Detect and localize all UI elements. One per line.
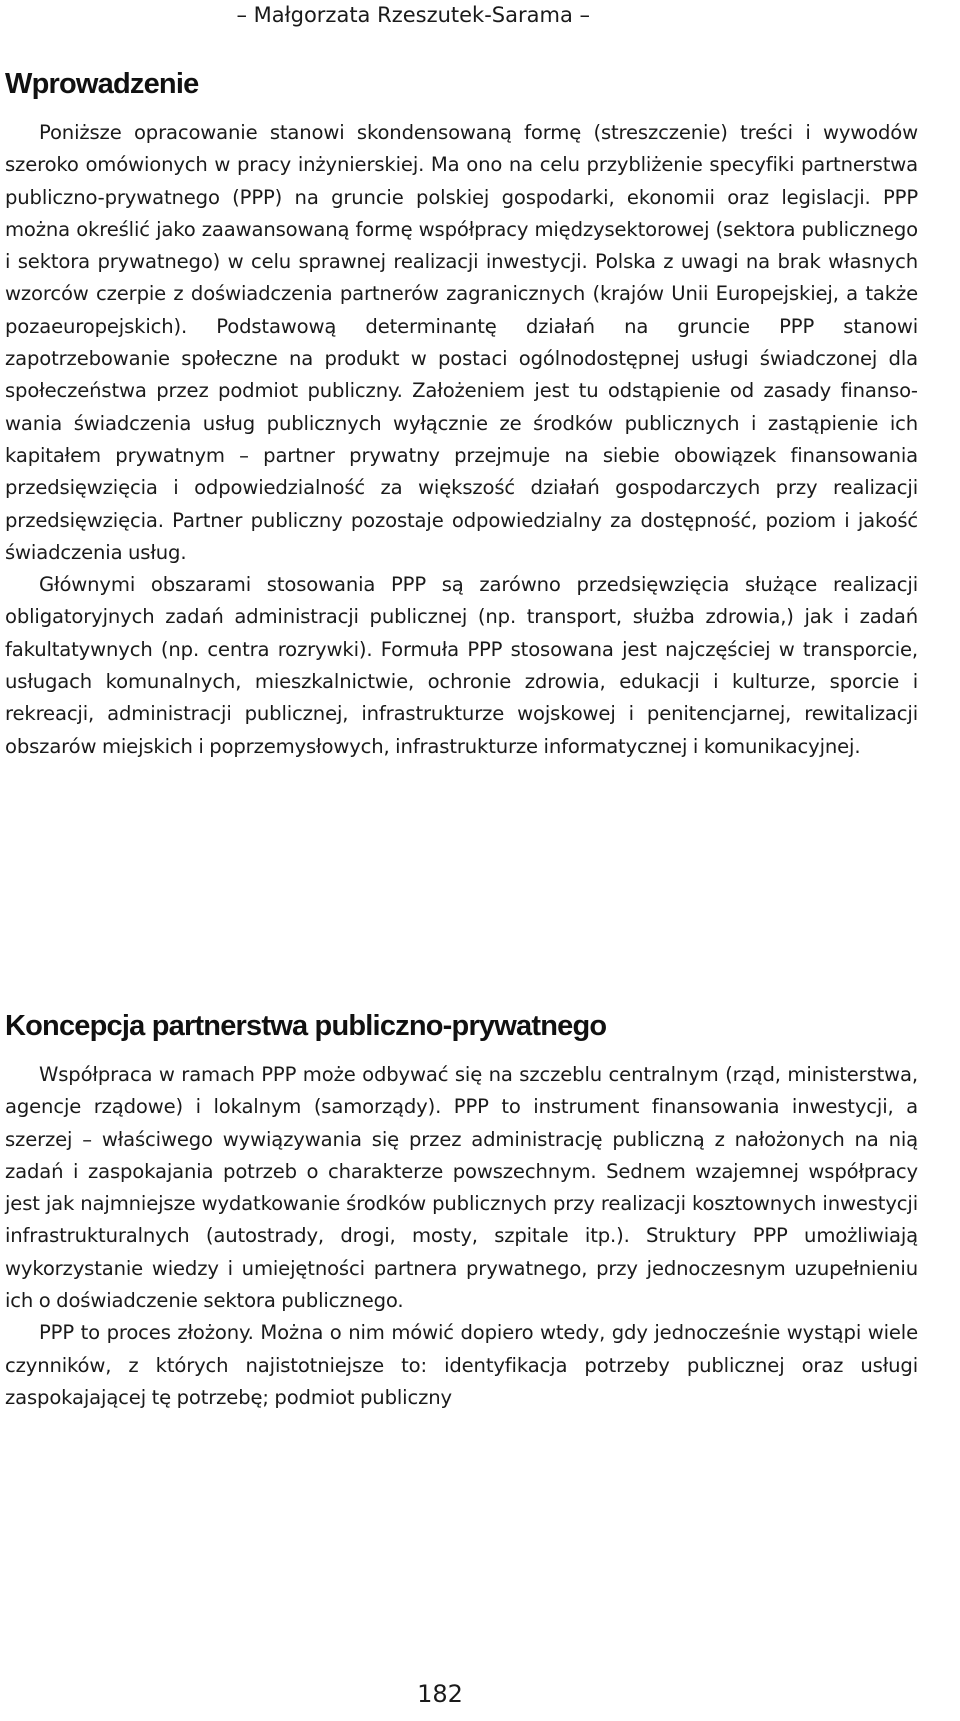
section-body-ppp-concept xyxy=(5,1059,918,1414)
paragraph: Głównymi obszarami stosowania PPP są zarówno przedsięwzięcia służące realizacji obligatoryjnych zadań administracji publicznej (np. transport, służba zdrowia,) jak i zadań fakultatywnych (np. centra rozrywki). Formuła PPP stosowana jest najczęściej w transporcie, usługach komunalnych, mieszkalnictwie, ochronie zdrowia, edukacji i kulturze, sporcie i rekreacji, administracji publicznej, infrastrukturze wojskowej i penitencjarnej, rewitalizacji obszarów miejskich i poprzemysłowych, infrastrukturze informatycznej i komunikacyjnej. xyxy=(5,573,918,758)
section-body-introduction xyxy=(5,117,918,763)
paragraph: Poniższe opracowanie stanowi skondensowaną formę (streszczenie) treści i wywodów szeroko omówionych w pracy inżynierskiej. Ma ono na celu przybliżenie specyfiki partnerstwa publiczno-prywatnego (PPP) na gruncie polskiej gospodarki, ekonomii oraz legislacji. PPP można określić jako zaawansowaną formę współpracy międzysektorowej (sektora publicznego i sektora prywatnego) w celu sprawnej realizacji inwestycji. Polska z uwagi na brak własnych wzorców czerpie z doświadczenia partnerów zagranicznych (krajów Unii Europejskiej, a także pozaeuropejskich). Podstawową determinantę działań na gruncie PPP stanowi zapotrzebowanie społeczne na produkt w postaci ogólnodostępnej usługi świadczonej dla społeczeństwa przez podmiot publiczny. Założeniem jest tu odstąpienie od zasady finansowania świadczenia usług publicznych wyłącznie ze środków publicznych i zastąpienie ich kapitałem prywatnym – partner prywatny przejmuje na siebie obowiązek finansowania przedsięwzięcia i odpowiedzialność za większość działań gospodarczych przy realizacji przedsięwzięcia. Partner publiczny pozostaje odpowiedzialny za dostępność, poziom i jakość świadczenia usług. xyxy=(5,121,918,564)
section-heading-introduction: Wprowadzenie xyxy=(5,68,199,100)
running-header: – Małgorzata Rzeszutek-Sarama – xyxy=(236,3,590,27)
paragraph: Współpraca w ramach PPP może odbywać się na szczeblu centralnym (rząd, ministerstwa, agencje rządowe) i lokalnym (samorządy). PPP to instrument finansowania inwestycji, a szerzej – właściwego wywiązywania się przez administrację publiczną z nałożonych na nią zadań i zaspokajania potrzeb o charakterze powszechnym. Sednem wzajemnej współpracy jest jak najmniejsze wydatkowanie środków publicznych przy realizacji kosztownych inwestycji infrastrukturalnych (autostrady, drogi, mosty, szpitale itp.). Struktury PPP umożliwiają wykorzystanie wiedzy i umiejętności partnera prywatnego, przy jednoczesnym uzupełnieniu ich o doświadczenie sektora publicznego. xyxy=(5,1063,918,1313)
paragraph: PPP to proces złożony. Można o nim mówić dopiero wtedy, gdy jednocześnie wystąpi wiele czynników, z których najistotniejsze to: identyfikacja potrzeby publicznej oraz usługi zaspokajającej tę potrzebę; podmiot publiczny xyxy=(5,1321,918,1409)
page-number: 182 xyxy=(417,1680,463,1708)
section-heading-ppp-concept: Koncepcja partnerstwa publiczno-prywatnego xyxy=(5,1010,607,1042)
